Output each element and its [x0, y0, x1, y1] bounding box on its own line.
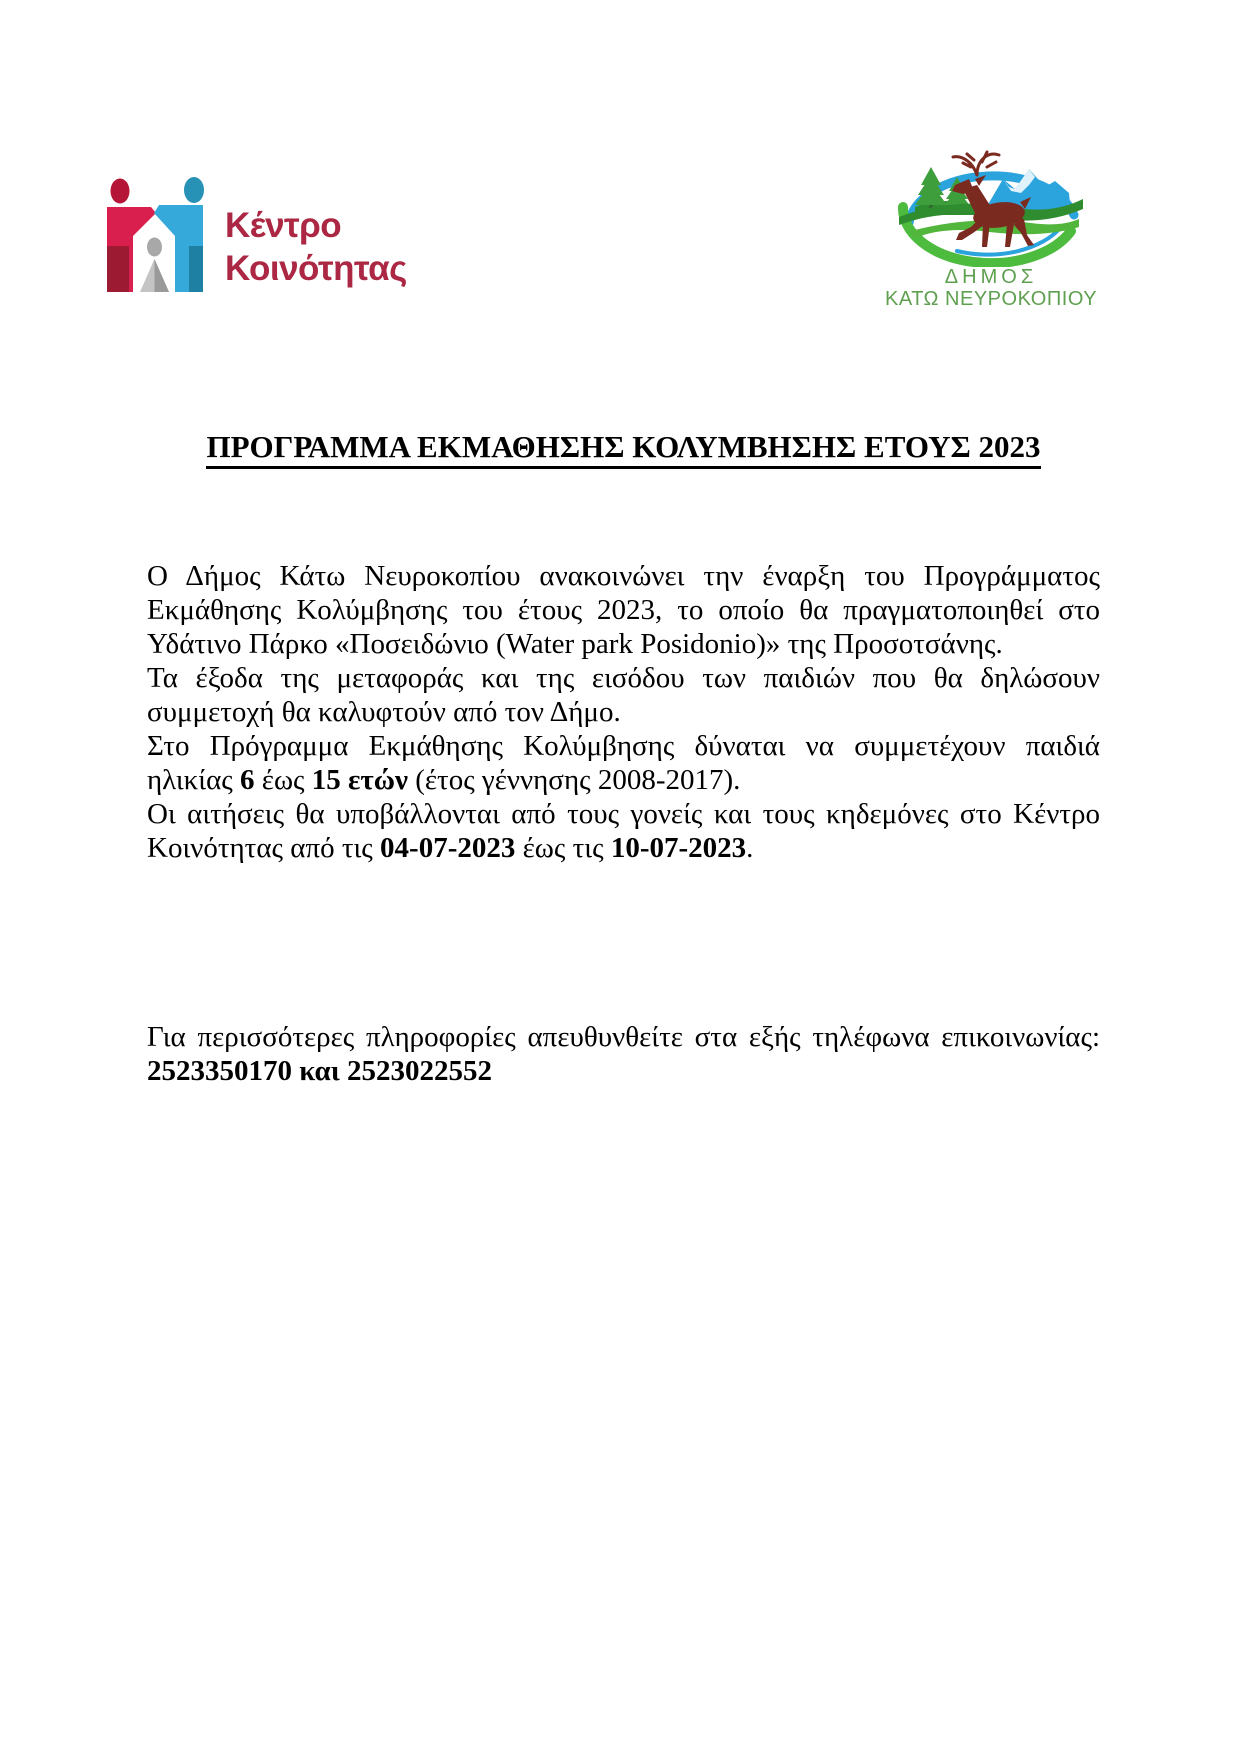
municipality-emblem-icon [891, 145, 1091, 267]
paragraph [147, 797, 1100, 865]
text-run: . [746, 832, 754, 864]
paragraph [147, 1020, 1100, 1088]
paragraph [147, 729, 1100, 797]
community-center-name-line1: Κέντρο [225, 206, 342, 245]
paragraph [147, 559, 1100, 661]
text-run: (έτος γέννησης 2008-2017). [407, 764, 741, 796]
text-run: έως τις [515, 832, 611, 864]
community-center-name-line2: Κοινότητας [225, 249, 407, 288]
bold-text-run: 15 ετών [311, 764, 408, 796]
text-run: Στο Πρόγραμμα Εκμάθησης Κολύμβησης δύναται να συμμετέχουν παιδιά ηλικίας [147, 730, 1100, 796]
text-run: Οι αιτήσεις θα υποβάλλονται από τους γονείς και τους κηδεμόνες στο Κέντρο Κοινότητας από τις [147, 798, 1100, 864]
text-run: Τα έξοδα της μεταφοράς και της εισόδου των παιδιών που θα δηλώσουν συμμετοχή θα καλυφτούν από τον Δήμο. [147, 662, 1100, 728]
bold-text-run: 10-07-2023 [610, 832, 747, 864]
text-run: Για περισσότερες πληροφορίες απευθυνθείτε στα εξής τηλέφωνα επικοινωνίας: [147, 1021, 1100, 1053]
text-run: έως [254, 764, 312, 796]
body-text [147, 559, 1100, 1088]
paragraph [147, 661, 1100, 729]
page-title: ΠΡΟΓΡΑΜΜΑ ΕΚΜΑΘΗΣΗΣ ΚΟΛΥΜΒΗΣΗΣ ΕΤΟΥΣ 2023 [147, 429, 1100, 465]
municipality-name-line2: ΚΑΤΩ ΝΕΥΡΟΚΟΠΙΟΥ [885, 288, 1098, 310]
family-figures-icon [95, 150, 215, 292]
municipality-logo [885, 145, 1097, 310]
bold-text-run: 6 [240, 764, 255, 796]
bold-text-run: 04-07-2023 [380, 832, 516, 864]
community-center-logo [95, 150, 407, 292]
municipality-name-line1: ΔΗΜΟΣ [944, 266, 1038, 288]
community-center-logo-text [225, 150, 407, 290]
text-run: Ο Δήμος Κάτω Νευροκοπίου ανακοινώνει την έναρξη του Προγράμματος Εκμάθησης Κολύμβησης του έτους 2023, το οποίο θα πραγματοποιηθεί στο Υδάτινο Πάρκο «Ποσειδώνιο (Water park Posidonio)» της Προσοτσάνης. [147, 560, 1100, 660]
bold-text-run: 2523350170 και 2523022552 [147, 1055, 492, 1087]
